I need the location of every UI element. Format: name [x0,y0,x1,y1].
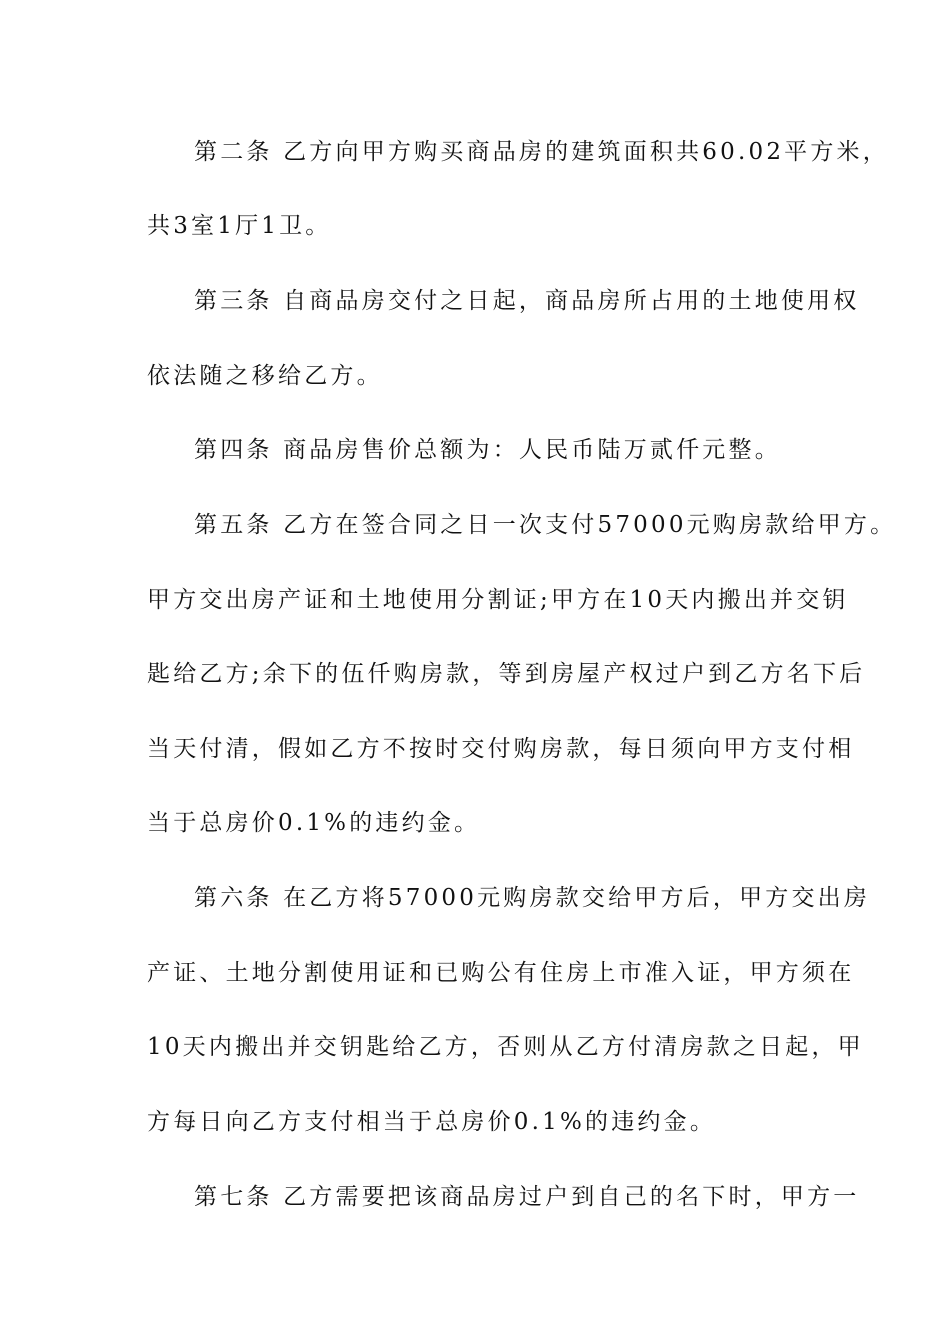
text-line: 方每日向乙方支付相当于总房价0.1%的违约金。 [147,1109,717,1135]
text-line: 匙给乙方;余下的伍仟购房款，等到房屋产权过户到乙方名下后 [147,661,866,687]
text-line: 第六条 在乙方将57000元购房款交给甲方后，甲方交出房 [194,885,871,911]
text-line: 当天付清，假如乙方不按时交付购房款，每日须向甲方支付相 [147,736,855,762]
text-line: 10天内搬出并交钥匙给乙方，否则从乙方付清房款之日起，甲 [147,1034,864,1060]
text-line: 依法随之移给乙方。 [147,363,383,389]
text-line: 第三条 自商品房交付之日起，商品房所占用的土地使用权 [194,288,860,314]
text-line: 第四条 商品房售价总额为：人民币陆万贰仟元整。 [194,437,781,463]
text-line: 当于总房价0.1%的违约金。 [147,810,481,836]
text-line: 共3室1厅1卫。 [147,213,332,239]
text-line: 第五条 乙方在签合同之日一次支付57000元购房款给甲方。 [194,512,897,538]
text-line: 第二条 乙方向甲方购买商品房的建筑面积共60.02平方米， [194,139,889,165]
text-line: 产证、土地分割使用证和已购公有住房上市准入证，甲方须在 [147,960,855,986]
text-line: 甲方交出房产证和土地使用分割证;甲方在10天内搬出并交钥 [147,587,849,613]
text-line: 第七条 乙方需要把该商品房过户到自己的名下时，甲方一 [194,1184,860,1210]
